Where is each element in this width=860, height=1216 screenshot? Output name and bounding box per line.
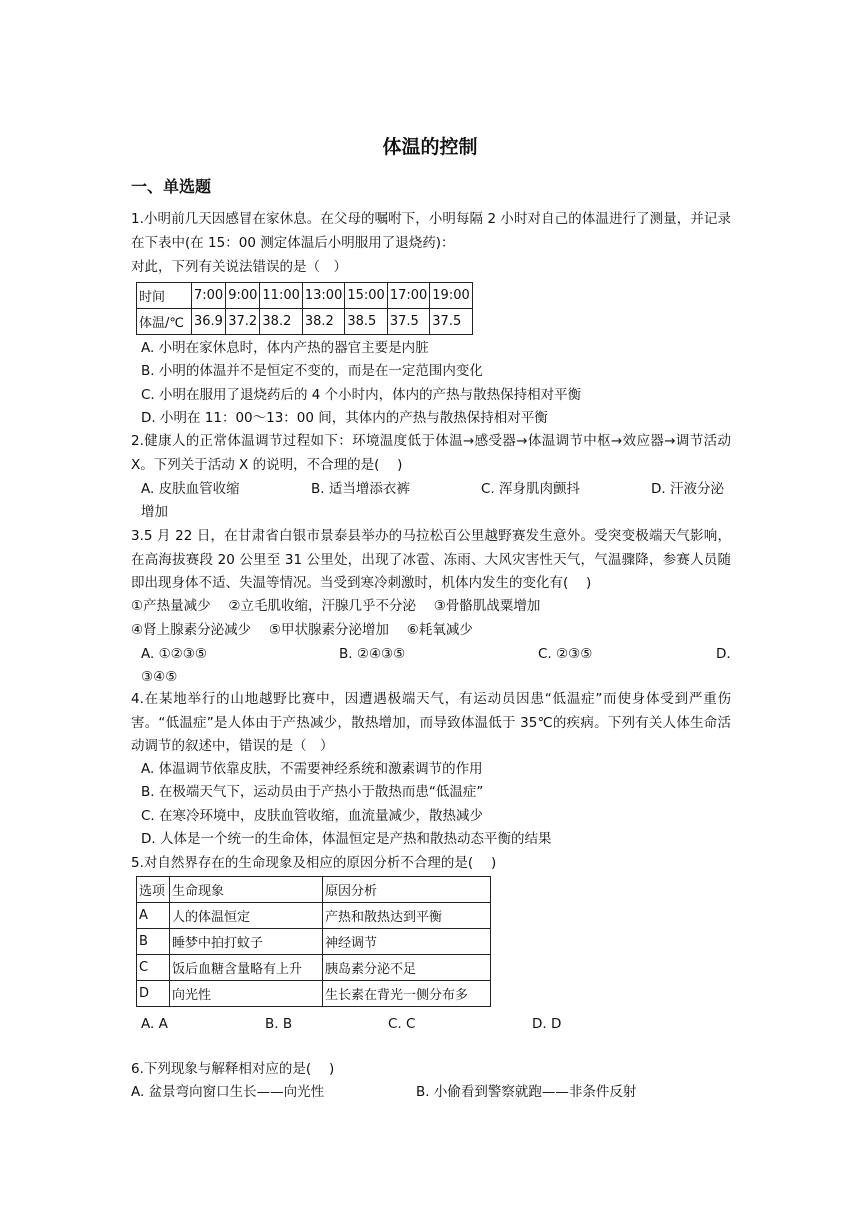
q1-stem: 1.小明前几天因感冒在家休息。在父母的嘱咐下，小明每隔 2 小时对自己的体温进行了测量，并记录在下表中(在 15：00 测定体温后小明服用了退烧药)： <box>131 211 731 251</box>
q1-option-c: C. 小明在服用了退烧药后的 4 个小时内，体内的产热与散热保持相对平衡 <box>141 387 582 403</box>
table-cell: 15:00 <box>345 283 387 309</box>
q5-option-a: A. A <box>141 1016 168 1032</box>
table-cell: 产热和散热达到平衡 <box>323 903 491 929</box>
table-cell: 19:00 <box>430 283 472 309</box>
table-cell: 7:00 <box>192 283 226 309</box>
table-cell: 向光性 <box>170 981 323 1007</box>
q1-table <box>136 282 473 335</box>
page-title: 体温的控制 <box>382 136 478 158</box>
q2-stem: 2.健康人的正常体温调节过程如下：环境温度低于体温→感受器→体温调节中枢→效应器→调节活动 X。下列关于活动 X 的说明，不合理的是( ) <box>131 433 731 473</box>
table-cell: 13:00 <box>302 283 344 309</box>
q3-items-2: ④肾上腺素分泌减少 ⑤甲状腺素分泌增加 ⑥耗氧减少 <box>131 622 473 638</box>
table-cell: 原因分析 <box>323 877 491 903</box>
table-row <box>137 955 491 981</box>
table-row <box>137 877 491 903</box>
table-cell: 37.5 <box>430 309 472 335</box>
q4-option-d: D. 人体是一个统一的生命体，体温恒定是产热和散热动态平衡的结果 <box>141 831 552 847</box>
q5-stem: 5.对自然界存在的生命现象及相应的原因分析不合理的是( ) <box>131 855 497 871</box>
q2-option-d-cont: 增加 <box>141 504 168 520</box>
table-cell: 饭后血糖含量略有上升 <box>170 955 323 981</box>
table-cell: 38.5 <box>345 309 387 335</box>
q3-option-c: C. ②③⑤ <box>538 646 593 662</box>
table-row <box>137 903 491 929</box>
table-cell: 37.2 <box>226 309 260 335</box>
q1-option-b: B. 小明的体温并不是恒定不变的，而是在一定范围内变化 <box>141 363 483 379</box>
q6-option-a: A. 盆景弯向窗口生长——向光性 <box>131 1084 325 1100</box>
q5-table <box>136 876 491 1007</box>
q2-option-d: D. 汗液分泌 <box>651 481 724 497</box>
q3-items-1: ①产热量减少 ②立毛肌收缩，汗腺几乎不分泌 ③骨骼肌战粟增加 <box>131 598 541 614</box>
q4-stem: 4.在某地举行的山地越野比赛中，因遭遇极端天气，有运动员因患“低温症”而使身体受到严重伤害。“低温症”是人体由于产热减少，散热增加，而导致体温低于 35℃的疾病。下列有关人体生命活动调节的叙述中，错误的是（ ） <box>131 691 731 754</box>
q3-option-d: D. <box>716 646 731 662</box>
table-cell: 11:00 <box>260 283 302 309</box>
q5-option-b: B. B <box>265 1016 293 1032</box>
table-cell: 38.2 <box>260 309 302 335</box>
q6-stem: 6.下列现象与解释相对应的是( ) <box>131 1061 335 1077</box>
q3-option-a: A. ①②③⑤ <box>141 646 207 662</box>
table-row <box>137 283 473 309</box>
table-row <box>137 981 491 1007</box>
table-cell: 17:00 <box>387 283 429 309</box>
q5-option-d: D. D <box>532 1016 562 1032</box>
table-cell: 生长素在背光一侧分布多 <box>323 981 491 1007</box>
q3-option-d-cont: ③④⑤ <box>141 669 178 685</box>
table-cell: 睡梦中拍打蚊子 <box>170 929 323 955</box>
table-cell: C <box>137 955 170 981</box>
table-cell: 人的体温恒定 <box>170 903 323 929</box>
table-cell: 胰岛素分泌不足 <box>323 955 491 981</box>
section-heading: 一、单选题 <box>131 177 212 196</box>
table-cell: 9:00 <box>226 283 260 309</box>
q2-option-b: B. 适当增添衣裤 <box>311 481 410 497</box>
q6-option-b: B. 小偷看到警察就跑——非条件反射 <box>416 1084 637 1100</box>
table-row <box>137 309 473 335</box>
q2-option-c: C. 浑身肌肉颤抖 <box>481 481 581 497</box>
q1-option-a: A. 小明在家休息时，体内产热的器官主要是内脏 <box>141 340 429 356</box>
q2-option-a: A. 皮肤血管收缩 <box>141 481 240 497</box>
q1-option-d: D. 小明在 11：00～13：00 间，其体内的产热与散热保持相对平衡 <box>141 410 548 426</box>
q1-stem-2: 对此，下列有关说法错误的是（ ） <box>131 259 347 275</box>
table-cell: D <box>137 981 170 1007</box>
q4-option-b: B. 在极端天气下，运动员由于产热小于散热而患“低温症” <box>141 784 484 800</box>
table-cell: 选项 <box>137 877 170 903</box>
q4-option-a: A. 体温调节依靠皮肤，不需要神经系统和激素调节的作用 <box>141 761 483 777</box>
table-cell: 神经调节 <box>323 929 491 955</box>
table-cell: B <box>137 929 170 955</box>
table-cell: 体温/℃ <box>137 309 192 335</box>
table-cell: 38.2 <box>302 309 344 335</box>
table-cell: 时间 <box>137 283 192 309</box>
table-cell: 36.9 <box>192 309 226 335</box>
q3-stem: 3.5 月 22 日，在甘肃省白银市景泰县举办的马拉松百公里越野赛发生意外。受突变极端天气影响，在高海拔赛段 20 公里至 31 公里处，出现了冰雹、冻雨、大风灾害性天气，气温骤降，参赛人员随即出现身体不适、失温等情况。当受到寒冷刺激时，机体内发生的变化有( ) <box>131 528 731 591</box>
table-cell: 生命现象 <box>170 877 323 903</box>
q5-option-c: C. C <box>388 1016 416 1032</box>
q4-option-c: C. 在寒冷环境中，皮肤血管收缩，血流量减少，散热减少 <box>141 808 484 824</box>
q3-option-b: B. ②④③⑤ <box>339 646 406 662</box>
table-cell: 37.5 <box>387 309 429 335</box>
table-cell: A <box>137 903 170 929</box>
table-row <box>137 929 491 955</box>
